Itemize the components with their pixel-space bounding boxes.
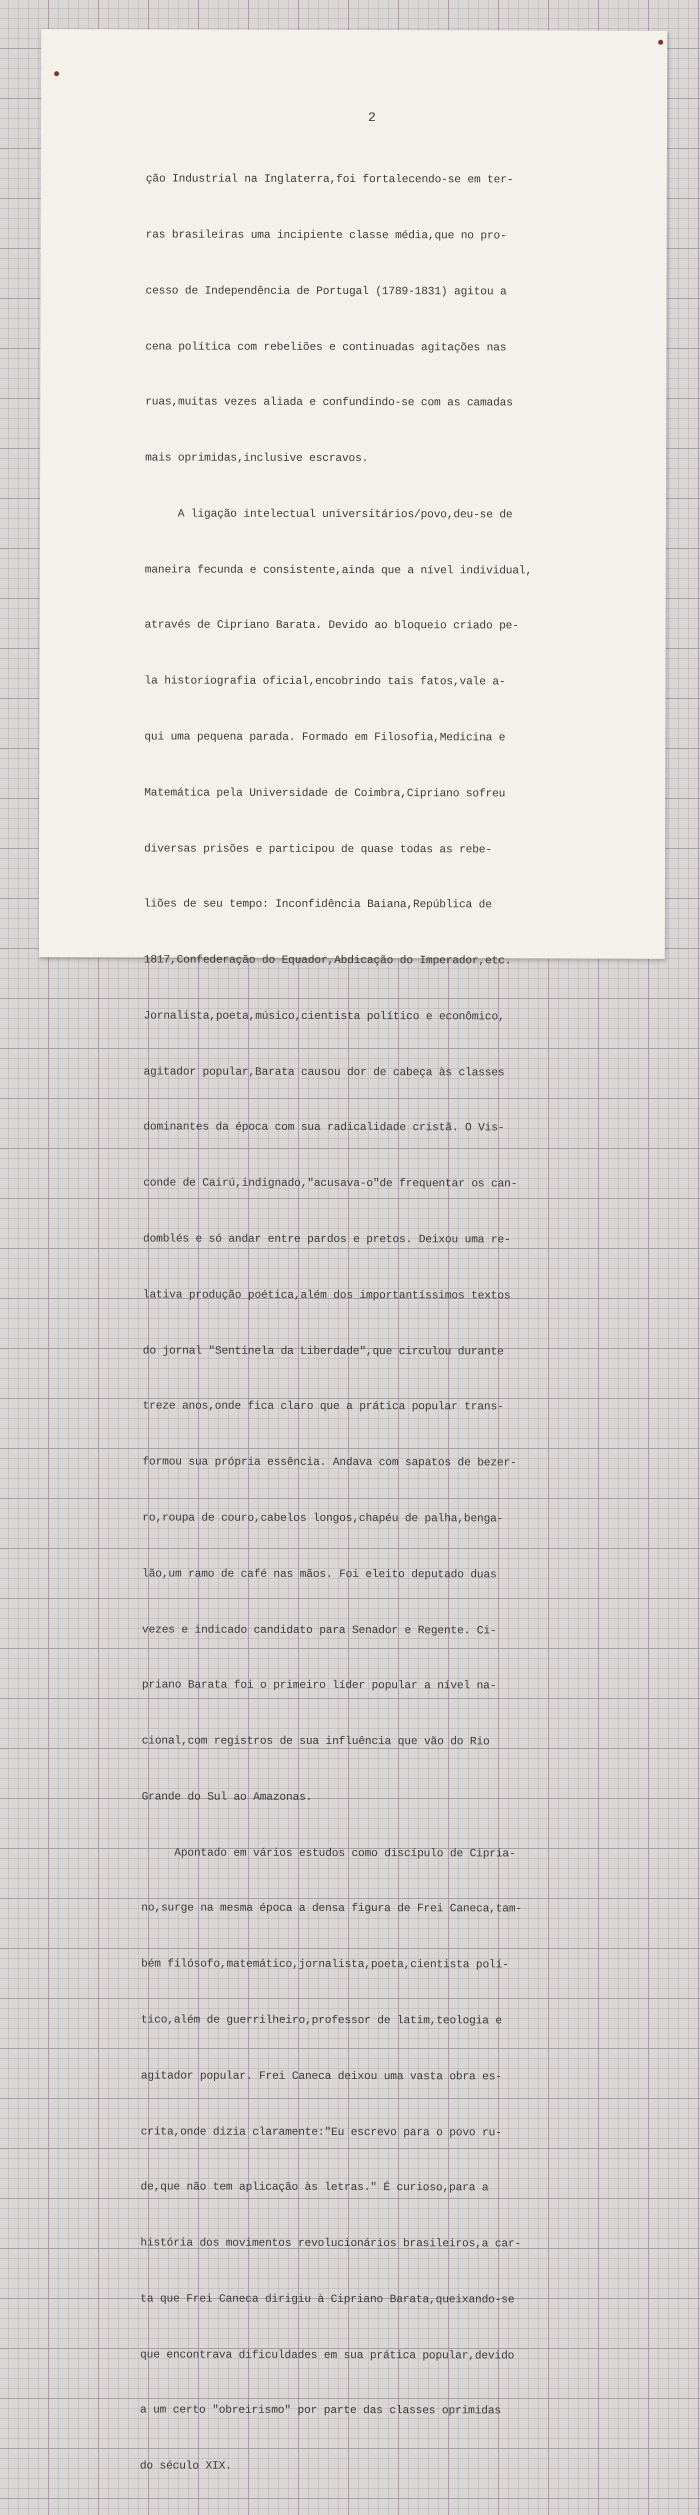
paper-sheet [39,29,667,2473]
text-line: Matemática pela Universidade de Coimbra,Cipriano sofreu [144,787,506,801]
text-line: vezes e indicado candidato para Senador e Regente. Ci- [142,1623,497,1637]
text-line: formou sua própria essência. Andava com sapatos de bezer- [142,1456,517,1470]
text-line: agitador popular. Frei Caneca deixou uma vasta obra es- [140,2070,502,2084]
text-line: mais oprimidas,inclusive escravos. [145,452,369,466]
text-line: a um certo "obreirismo" por parte das classes oprimidas [139,2404,501,2418]
body-text [140,133,666,2514]
text-line: Apontado em vários estudos como discípulo de Cipria- [141,1847,516,1861]
text-line: bém filósofo,matemático,jornalista,poeta,cientista polí- [141,1958,509,1972]
text-line: ta que Frei Caneca dirigiu à Cipriano Barata,queixando-se [140,2293,515,2307]
text-line: Jornalista,poeta,músico,cientista político e econômico, [143,1010,505,1024]
text-line: qui uma pequena parada. Formado em Filosofia,Medicina e [144,731,506,745]
binder-hole-mark [658,40,663,45]
text-line: A ligação intelectual universitários/povo,deu-se de [144,508,513,522]
text-line: no,surge na mesma época a densa figura de Frei Caneca,tam- [141,1902,523,1916]
text-line: através de Cipriano Barata. Devido ao bloqueio criado pe- [144,619,519,633]
text-line: conde de Cairú,indignado,"acusava-o"de frequentar os can- [143,1177,518,1191]
text-line: maneira fecunda e consistente,ainda que a nível individual, [144,564,533,578]
text-line: diversas prisões e participou de quase todas as rebe- [144,843,492,856]
text-line: tico,além de guerrilheiro,professor de latim,teologia e [140,2014,503,2028]
text-line: Grande do Sul ao Amazonas. [141,1791,313,1804]
text-line: dominantes da época com sua radicalidade cristã. O Vis- [143,1121,505,1135]
text-line: ras brasileiras uma incipiente classe média,que no pro- [145,229,507,243]
text-line: agitador popular,Barata causou dor de cabeça às classes [143,1066,505,1080]
text-line: crita,onde dizia claramente:"Eu escrevo para o povo ru- [140,2125,502,2139]
binder-hole-mark [54,71,59,76]
text-line: que encontrava dificuldades em sua prática popular,devido [140,2349,515,2363]
text-line: cional,com registros de sua influência que vão do Rio [141,1735,490,1749]
text-line: domblés e só andar entre pardos e pretos. Deixou uma re- [143,1233,511,1247]
text-line: ro,roupa de couro,cabelos longos,chapéu de palha,benga- [142,1512,504,1526]
text-line: cesso de Independência de Portugal (1789-1831) agitou a [145,285,507,299]
text-line: história dos movimentos revolucionários brasileiros,a car- [140,2237,522,2251]
text-line: do jornal "Sentinela da Liberdade",que circulou durante [142,1345,504,1358]
text-line: treze anos,onde fica claro que a prática popular trans- [142,1400,504,1414]
text-line: 1817,Confederação do Equador,Abdicação do Imperador,etc. [143,954,512,968]
text-line: liões de seu tempo: Inconfidência Baiana,República de [143,898,492,912]
text-line: la historiografia oficial,encobrindo tais fatos,vale a- [144,675,506,689]
text-line: lativa produção poética,além dos importantíssimos textos [142,1289,511,1303]
text-line: ção Industrial na Inglaterra,foi fortalecendo-se em ter- [145,173,514,187]
page-number: 2 [367,110,376,126]
text-line: ruas,muitas vezes aliada e confundindo-se com as camadas [145,396,513,410]
text-line: lão,um ramo de café nas mãos. Foi eleito deputado duas [142,1568,497,1582]
text-line: do século XIX. [139,2460,232,2473]
text-line: de,que não tem aplicação às letras." É curioso,para a [140,2181,489,2195]
text-line: priano Barata foi o primeiro líder popular a nível na- [141,1679,497,1693]
text-line: cena política com rebeliões e continuadas agitações nas [145,340,507,354]
